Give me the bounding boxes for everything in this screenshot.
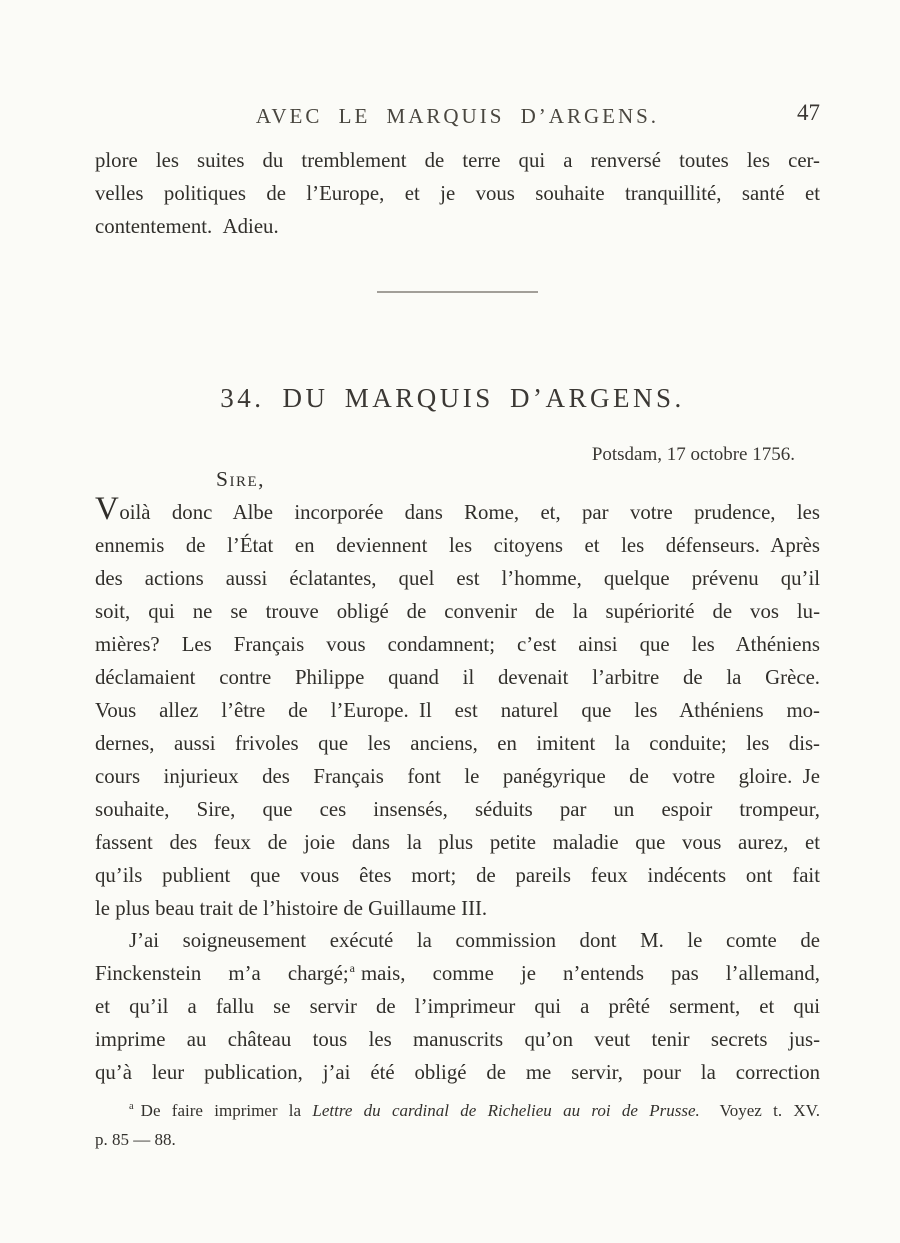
text-line: le plus beau trait de l’histoire de Guillaume III. — [95, 897, 488, 920]
section-title: DU MARQUIS D’ARGENS. — [282, 383, 685, 413]
footnote-reference: a — [349, 961, 355, 976]
text-line: dernes, aussi frivoles que les anciens, en imitent la conduite; les dis- — [95, 732, 820, 755]
first-line-text: oilà donc Albe incorporée dans Rome, et, par votre prudence, les — [119, 501, 820, 524]
cited-work-title: Lettre du cardinal de Richelieu au roi de Prusse. — [312, 1101, 700, 1120]
salutation: Sire, — [216, 467, 265, 491]
text-line: plore les suites du tremblement de terre qui a renversé toutes les cer- — [95, 149, 820, 172]
line-segment: Finckenstein m’a chargé; — [95, 962, 349, 985]
text-line: cours injurieux des Français font le panégyrique de votre gloire. Je — [95, 765, 820, 788]
section-divider — [377, 291, 538, 293]
text-line: des actions aussi éclatantes, quel est l’homme, quelque prévenu qu’il — [95, 567, 820, 590]
text-line: qu’à leur publication, j’ai été obligé de me servir, pour la correction — [95, 1061, 820, 1084]
footnote-marker: a — [129, 1101, 134, 1113]
text-line: contentement. Adieu. — [95, 215, 279, 238]
text-line: qu’ils publient que vous êtes mort; de pareils feux indécents ont fait — [95, 864, 820, 887]
dateline: Potsdam, 17 octobre 1756. — [591, 444, 795, 465]
text-line: J’ai soigneusement exécuté la commission dont M. le comte de — [129, 929, 820, 952]
page-number: 47 — [797, 100, 820, 125]
footnote-tail: Voyez t. XV. — [699, 1101, 820, 1120]
raised-initial: V — [95, 491, 120, 527]
section-number: 34. — [220, 383, 265, 413]
text-line: et qu’il a fallu se servir de l’imprimeur qui a prêté serment, et qui — [95, 995, 820, 1018]
text-line: soit, qui ne se trouve obligé de convenir de la supériorité de vos lu- — [95, 600, 820, 623]
text-line: déclamaient contre Philippe quand il devenait l’arbitre de la Grèce. — [95, 666, 820, 689]
text-line: fassent des feux de joie dans la plus petite maladie que vous aurez, et — [95, 831, 820, 854]
intro-paragraph-lines — [95, 144, 820, 210]
footnote-second-line: p. 85 — 88. — [95, 1130, 176, 1149]
letter-body-lines — [95, 529, 820, 892]
footnote-first-line — [95, 1096, 820, 1125]
section-heading — [85, 381, 820, 415]
text-line: velles politiques de l’Europe, et je vous souhaite tranquillité, santé et — [95, 182, 820, 205]
text-line — [95, 957, 820, 990]
intro-paragraph — [95, 144, 820, 243]
text-line: imprime au château tous les manuscrits qu’on veut tenir secrets jus- — [95, 1028, 820, 1051]
letter-first-line — [95, 491, 820, 529]
second-paragraph-lines — [95, 990, 820, 1089]
footnote — [95, 1096, 820, 1154]
footnote-lead: De faire imprimer la — [140, 1101, 313, 1120]
text-line: souhaite, Sire, que ces insensés, séduits par un espoir trompeur, — [95, 798, 820, 821]
line-segment: mais, comme je n’entends pas l’allemand, — [361, 962, 820, 985]
header-title: AVEC LE MARQUIS D’ARGENS. — [255, 104, 660, 128]
letter-body — [95, 491, 820, 925]
second-paragraph — [95, 924, 820, 1089]
text-line: mières? Les Français vous condamnent; c’est ainsi que les Athéniens — [95, 633, 820, 656]
text-line: ennemis de l’État en deviennent les citoyens et les défenseurs. Après — [95, 534, 820, 557]
running-header — [95, 101, 820, 135]
text-line: Vous allez l’être de l’Europe. Il est naturel que les Athéniens mo- — [95, 699, 820, 722]
